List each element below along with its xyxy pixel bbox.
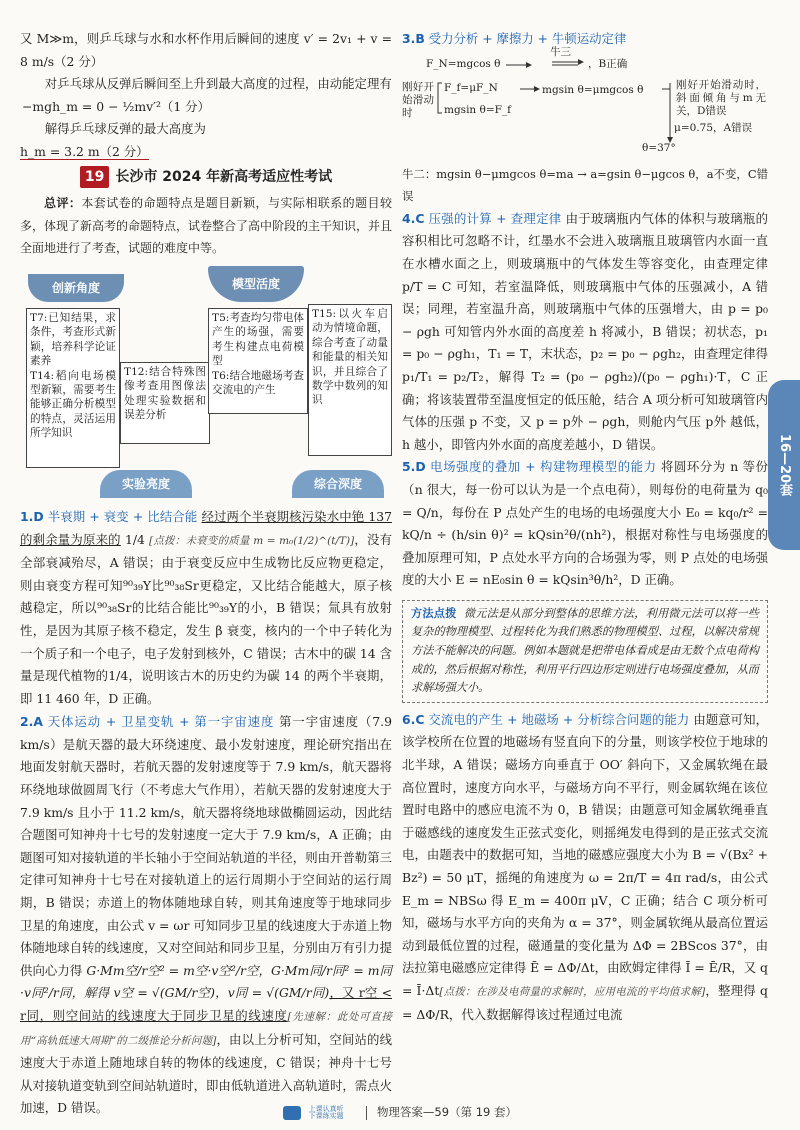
label-newton3: 牛三 (550, 45, 571, 58)
exam-title (20, 166, 392, 189)
knowledge-points: 受力分析 + 摩擦力 + 牛顿运动定律 (428, 31, 627, 46)
summary (20, 192, 392, 260)
answer-text: ，又 r空 < r同，则空间站的线速度大于同步卫星的线速度 (20, 985, 392, 1023)
brand-logo-icon (283, 1106, 301, 1120)
answer-number: 6.C (402, 711, 425, 727)
knowledge-points: 半衰期 + 衰变 + 比结合能 (47, 508, 198, 524)
right-column (402, 28, 768, 1026)
condition-label: 刚好开始滑动时 (402, 80, 434, 119)
answer-4 (402, 208, 768, 457)
formula: θ=37° (642, 141, 676, 154)
fraction: 1/4 (124, 531, 145, 547)
answer-number: 1.D (20, 508, 44, 524)
answer-number: 3.B (402, 31, 425, 46)
formula: F_N=mgcos θ (426, 57, 501, 70)
answer-text: ，整理得 q = ΔΦ/R，代入数据解得该过程通过电流 (402, 982, 768, 1022)
answer-text: 由于玻璃瓶内气体的体积与玻璃瓶的容积相比可忽略不计，红墨水不会进入玻璃瓶且玻璃管内水面一直在水槽水面之上，则玻璃瓶中的气体发生等容变化，由查理定律 p/T = C 可知，若室温降低，则玻璃瓶中气体的压强减小，A 错误；同理，若室温升高，则玻璃瓶中气体的压强增大，由 p = p₀ − ρgh 可知管内外水面的高度差 h 将减小，B 错误；初状态，p₁ = p₀ − ρgh₁，T₁ = T，末状态，p₂ = p₀ − ρgh₂，由查理定律得 p₁/T₁ = p₂/T₂，解得 T₂ = (p₀ − ρgh₂)/(p₀ − ρgh₁)·T，C 正确；将该装置带至温度恒定的低压舱，结合 A 项分析可知玻璃管内气体的压强 p 不变，又 p = p外 − ρgh，则舱内气压 p外 越低，h 越小，即管内外水面的高度差越小，D 错误。 (402, 210, 768, 452)
answer-text: 经过两个半衰期核污染水中铯 137 的剩余量为原来的 (20, 508, 392, 547)
answer-text: ，由以上分析可知，空间站的线速度大于赤道上随地球自转的物体的线速度，C 错误；神舟十七号从对接轨道变轨到空间站轨道时，即由低轨道进入高轨道时，需点火加速，D 错误。 (20, 1031, 392, 1116)
knowledge-points: 交流电的产生 + 地磁场 + 分析综合问题的能力 (428, 711, 690, 727)
answer-6 (402, 709, 768, 1026)
tip-note: [先速解：此处可直接用“高轨低速大周期”的二级推论分析问题] (20, 1011, 392, 1047)
method-tip-title: 方法点拨 (411, 606, 457, 620)
conclusion: 刚好开始滑动时，斜面倾角与m无关，D错误 (676, 78, 766, 117)
knowledge-points: 压强的计算 + 查理定律 (428, 210, 562, 226)
paragraph: 解得乒乓球反弹的最大高度为 (44, 121, 206, 137)
feature-box-innovation: T7:已知结果，求条件，考查形式新颖，培养科学论证素养 T14:稻向电场模型新颖，需要考生能够正确分析模型的特点，灵活运用所学知识 (26, 308, 120, 468)
tab-innovation: 创新角度 (28, 274, 124, 302)
summary-label: 总评： (44, 196, 82, 211)
force-analysis-diagram (402, 45, 768, 161)
conclusion: μ=0.75，A错误 (674, 121, 753, 134)
conclusion: ，B正确 (588, 57, 628, 70)
answer-3 (402, 28, 768, 51)
left-column (20, 28, 392, 1120)
method-tip-text: 微元法是从部分到整体的思维方法，利用微元法可以将一些复杂的物理模型、过程转化为我们熟悉的物理模型、过程，以解决常规方法不能解决的问题。例如本题就是把带电体看成是由无数个点电荷构成的，然后根据对称性，利用平行四边形定则进行电场强度叠加，从而求解场强大小。 (411, 606, 759, 695)
answer-number: 5.D (402, 459, 426, 475)
exam-feature-diagram (20, 266, 392, 504)
knowledge-points: 天体运动 + 卫星变轨 + 第一宇宙速度 (47, 714, 275, 730)
exam-title-text: 长沙市 2024 年新高考适应性考试 (115, 168, 333, 185)
paragraph: 对乒乓球从反弹后瞬间至上升到最大高度的过程，由动能定理有 (44, 76, 392, 92)
method-tip-box (402, 600, 768, 703)
fraction: 1/4 (108, 668, 129, 684)
feature-box-highlight: T12:结合特殊图像考查用图像法处理实验数据和误差分析 (120, 362, 210, 444)
answer-2 (20, 711, 392, 1120)
equation (20, 141, 392, 164)
brand-slogan: 上课认真听 下课练实题 (308, 1104, 344, 1120)
knowledge-points: 电场强度的叠加 + 构建物理模型的能力 (430, 459, 657, 475)
feature-box-depth: T15:以火车启动为情境命题，综合考查了动量和能量的相关知识，并且综合了数学中数列的知识 (308, 304, 392, 456)
formula: mgsin θ=F_f (444, 103, 512, 116)
paragraph: 又 M≫m，则乒乓球与水和水杯作用后瞬间的速度 v′ = 2v₁ + v = 8 m/s（2 分） (20, 31, 392, 69)
answer-text: ，没有全部衰减殆尽，A 错误；由于衰变反应中生成物比反应物更稳定，则由衰变方程可知⁹⁰₃₉Y比⁹⁰₃₈Sr更稳定，又比结合能越大，原子核越稳定，所以⁹⁰₃₈Sr的比结合能比⁹⁰₃₉Y的小，B 错误；氚具有放射性，是因为其原子核不稳定，发生 β 衰变，核内的一个中子转化为一个质子和一个电子，电子发射到核外，C 错误；古木中的碳 14 含量是现代植物的 (20, 531, 392, 684)
answer-1 (20, 506, 392, 710)
answer-text: 将圆环分为 n 等份（n 很大，每一份可以认为是一个点电荷），则每份的电荷量为 q₀ = Q/n，每份在 P 点处产生的电场的电场强度大小 E₀ = kq₀/r² = kQ/n ÷ (h/sin θ)² = kQsin²θ/(nh²)，根据对称性与电场强度的叠加原理可知，P 点处水平方向的合场强为零，则 P 点处的电场强度的大小 E = nE₀sin θ = kQsin³θ/h²，D 正确。 (402, 459, 768, 588)
answer-text: 由题意可知，该学校所在位置的地磁场有竖直向下的分量，则该学校位于地球的北半球，A 错误；磁场方向垂直于 OO′ 斜向下，又金属软绳在最高位置时，速度方向水平，与磁场方向不平行，则金属软绳在该位置时电路中的感应电流不为 0，B 错误；由题意可知金属软绳垂直于磁感线的速度发生正弦式变化，则摇绳发电得到的是正弦式交流电，由题表中的数据可知，当地的磁感应强度大小为 B = √(Bx² + Bz²) = 50 μT，摇绳的角速度为 ω = 2π/T = 4π rad/s，由公式 E_m = NBSω 得 E_m = 400π μV，C 正确；结合 C 项分析可知，磁场与水平方向的夹角为 α = 37°，则金属软绳从最高位置运动到最低位置的过程，磁通量的变化量为 ΔΦ = 2BScos 37°，由法拉第电磁感应定律得 Ē = ΔΦ/Δt，由欧姆定律得 Ī = Ē/R，又 q = Ī·Δt (402, 711, 768, 998)
summary-text: 本套试卷的命题特点是题目新颖，与实际相联系的题目较多，体现了新高考的命题特点，试卷整合了高中阶段的主干知识，并且全面地进行了考查，试题的难度中等。 (20, 196, 393, 256)
equation: G·Mm空/r空² = m空·v空²/r空，G·Mm同/r同² = m同·v同²/r同，解得 v空 = √(GM/r空)，v同 = √(GM/r同) (20, 962, 392, 1001)
chapter-side-tab: 16—20套 (768, 380, 800, 550)
formula: F_f=μF_N (444, 81, 498, 94)
conclusion: 牛二：mgsin θ−μmgcos θ=ma → a=gsin θ−μgcos θ，a不变，C错误 (402, 166, 768, 204)
tip-note: [点拨：在涉及电荷量的求解时，应用电流的平均值求解] (439, 985, 706, 998)
answer-text: ，说明该古木的历史约为碳 14 的两个半衰期，即 11 460 年，D 正确。 (20, 668, 392, 706)
answer-number: 2.A (20, 714, 43, 730)
equation: −mgh_m = 0 − ½mv′²（1 分） (22, 98, 210, 114)
footer-divider (366, 1106, 367, 1120)
answer-value: h_m = 3.2 m（2 分） (20, 143, 149, 159)
tip-note: [点拨：未衰变的质量 m = m₀(1/2)^(t/T)] (149, 534, 355, 547)
tab-highlight: 实验亮度 (100, 470, 192, 498)
feature-box-model: T5:考查均匀带电体产生的场强，需要考生构建点电荷模型 T6:结合地磁场考查交流电的产生 (208, 308, 308, 414)
formula: mgsin θ=μmgcos θ (542, 83, 644, 96)
page-number: 物理答案—59（第 19 套） (376, 1105, 518, 1119)
answer-5 (402, 456, 768, 592)
exam-number-badge: 19 (80, 166, 109, 189)
answer-number: 4.C (402, 210, 425, 226)
tab-model: 模型活度 (208, 266, 304, 302)
tab-depth: 综合深度 (292, 470, 384, 498)
page-footer (0, 1104, 800, 1120)
answer-text: 第一宇宙速度（7.9 km/s）是航天器的最大环绕速度、最小发射速度，理论研究指出在地面发射航天器时，若航天器的发射速度等于 7.9 km/s，航天器将环绕地球做圆周飞行（不考虑大气作用），若航天器的发射速度大于 7.9 km/s 且小于 11.2 km/s，航天器将绕地球做椭圆运动，因此结合题图可知神舟十七号的发射速度一定大于 7.9 km/s，A 正确；由题图可知对接轨道的半长轴小于空间站轨道的半径，则由开普勒第三定律可知神舟十七号在对接轨道上的运行周期小于空间站的运行周期，B 错误；赤道上的物体随地球自转，则其角速度等于地球同步卫星的角速度，由公式 v = ωr 可知同步卫星的线速度大于赤道上物体随地球自转的线速度，又对空间站和同步卫星，分别由万有引力提供向心力得 (20, 714, 392, 978)
